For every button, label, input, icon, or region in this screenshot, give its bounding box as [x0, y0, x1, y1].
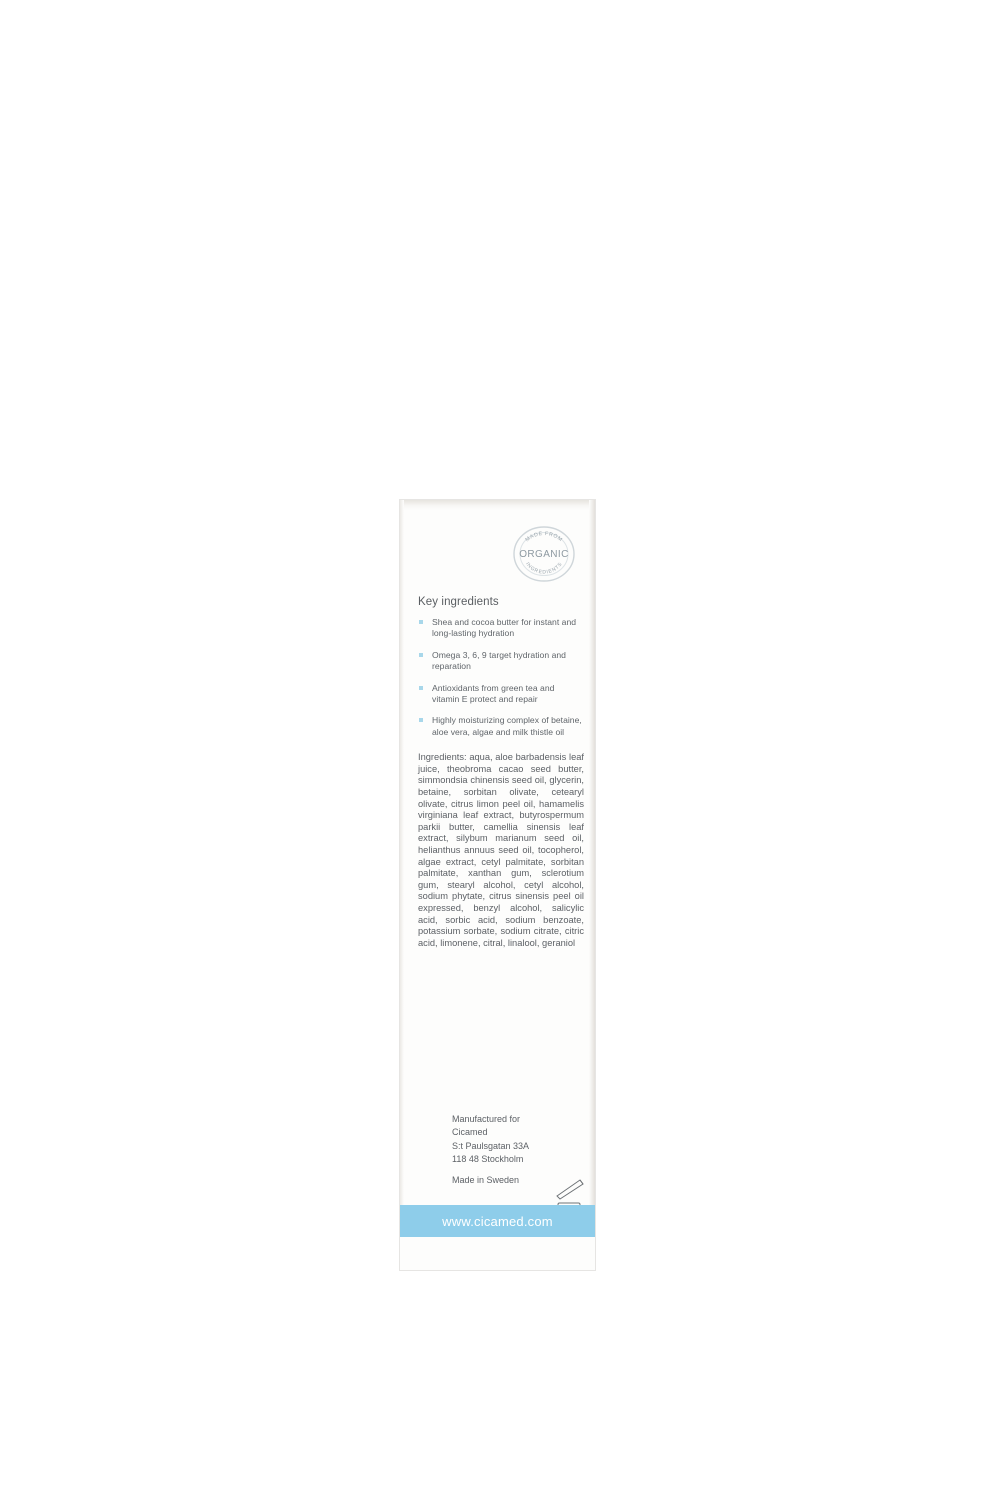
- website-url: www.cicamed.com: [442, 1213, 553, 1229]
- svg-text:ORGANIC: ORGANIC: [519, 549, 569, 560]
- list-item: [418, 617, 584, 640]
- list-item-label: Highly moisturizing complex of betaine, aloe vera, algae and milk thistle oil: [432, 715, 582, 737]
- svg-text:INGREDIENTS: INGREDIENTS: [524, 561, 564, 576]
- box-left-edge: [400, 500, 404, 1270]
- box-bottom-white-strip: [400, 1237, 595, 1270]
- list-item-label: Omega 3, 6, 9 target hydration and reparation: [432, 649, 566, 672]
- list-item-label: Antioxidants from green tea and vitamin E protect and repair: [432, 682, 555, 705]
- list-item-label: Shea and cocoa butter for instant and long-lasting hydration: [432, 617, 577, 639]
- made-in-label: Made in Sweden: [452, 1174, 520, 1185]
- website-band: [400, 1205, 595, 1237]
- list-item: [418, 715, 584, 738]
- manufacturer-block: [452, 1113, 592, 1187]
- list-item: [418, 683, 584, 706]
- box-top-edge: [400, 500, 595, 510]
- bullet-square-icon: [419, 686, 423, 690]
- manufacturer-street: S:t Paulsgatan 33A: [452, 1140, 530, 1151]
- bullet-square-icon: [419, 718, 423, 722]
- full-ingredients-text: Ingredients: aqua, aloe barbadensis leaf juice, theobroma cacao seed butter, simmondsia chinensis seed oil, glycerin, betaine, sorbitan olivate, cetearyl olivate, citrus limon peel oil, hamamelis virginiana leaf extract, butyrospermum parkii butter, camellia sinensis leaf extract, silybum marianum seed oil, helianthus annuus seed oil, tocopherol, algae extract, cetyl palmitate, sorbitan palmitate, xanthan gum, sclerotium gum, stearyl alcohol, cetyl alcohol, sodium phytate, citrus sinensis peel oil expressed, benzyl alcohol, salicylic acid, sorbic acid, sodium benzoate, potassium sorbate, sodium citrate, citric acid, limonene, citral, linalool, geraniol: [418, 752, 584, 948]
- manufactured-for-label: Manufactured for: [452, 1114, 521, 1124]
- manufacturer-city: 118 48 Stockholm: [452, 1154, 524, 1165]
- product-box-side-panel: [400, 500, 595, 1270]
- bullet-square-icon: [419, 653, 423, 657]
- key-ingredients-list: [418, 617, 584, 738]
- organic-seal-icon: [505, 523, 583, 585]
- svg-text:MADE FROM: MADE FROM: [524, 530, 564, 544]
- panel-text-content: [418, 596, 584, 959]
- bullet-square-icon: [419, 620, 423, 624]
- manufacturer-name: Cicamed: [452, 1127, 488, 1138]
- key-ingredients-title: Key ingredients: [418, 596, 499, 608]
- list-item: [418, 650, 584, 673]
